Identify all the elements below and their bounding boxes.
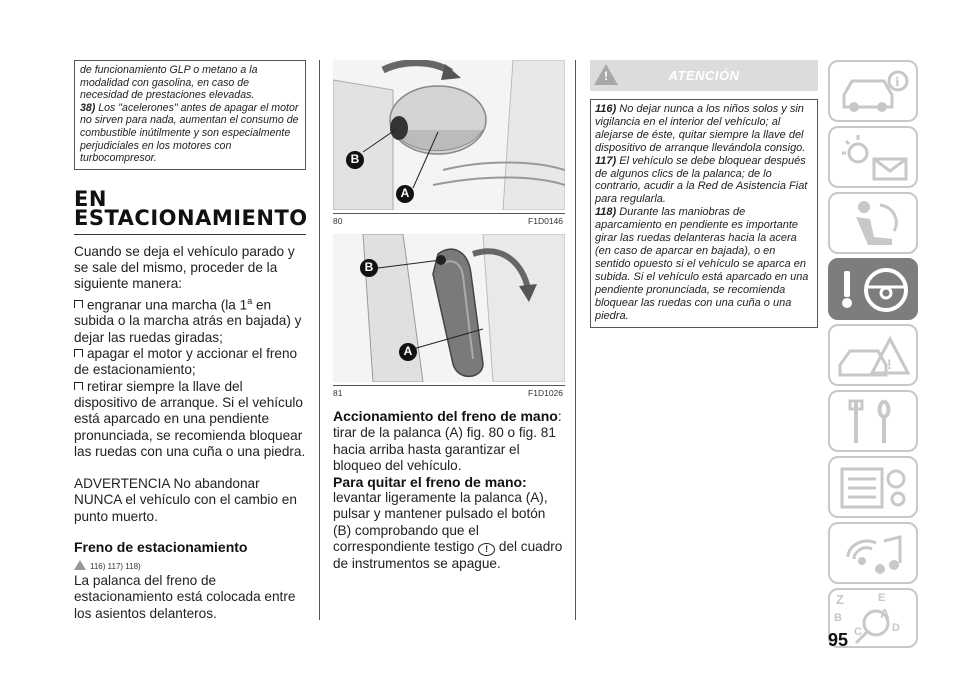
tab-multimedia[interactable] bbox=[828, 522, 918, 584]
index-letter: A bbox=[880, 606, 890, 621]
warning-triangle-icon bbox=[74, 560, 86, 570]
service-tools-icon bbox=[834, 395, 914, 449]
attention-note-117: 117) El vehículo se debe bloquear después de algunos clics de la palanca; de lo contrario, acudir a la Red de Asistencia Fiat para regularla. bbox=[595, 154, 808, 206]
attention-note-116: 116) No dejar nunca a los niños solos y sin vigilancia en el interior del vehículo; al alejarse de éste, quitar siempre la llave del dispositivo de arranque llevándola consigo. bbox=[595, 103, 806, 154]
bullet-icon bbox=[74, 382, 83, 390]
attention-note-118: 118) Durante las maniobras de aparcamiento en pendiente es importante girar las ruedas delanteras hacia la acera (en caso de aparcar en bajada), o en sentido opuesto si el vehículo se aparca en subida. Si el vehículo está aparcado en una pendiente pronunciada, se recomienda bloquear las ruedas con una cuña o una piedra. bbox=[595, 206, 809, 322]
attention-header bbox=[590, 60, 818, 91]
svg-text:!: ! bbox=[887, 356, 892, 372]
accident-warning-icon bbox=[834, 329, 914, 383]
tab-emergency[interactable] bbox=[828, 324, 918, 386]
figure-81 bbox=[333, 234, 565, 398]
accionamiento-paragraph: Accionamiento del freno de mano: tirar de la palanca (A) fig. 80 o fig. 81 hacia arriba hasta garantizar el bloqueo del vehículo. bbox=[333, 408, 562, 473]
note-intro: de funcionamiento GLP o metano a la modalidad con gasolina, en caso de necesidad de prestaciones elevadas. bbox=[80, 64, 258, 102]
note-38: 38) Los "acelerones" antes de apagar el motor no sirven para nada, aumentan el consumo de combustible inútilmente y son especialmente perjudiciales en los motores con turbocompresor. bbox=[80, 101, 299, 165]
tab-car-info[interactable] bbox=[828, 60, 918, 122]
figure-80 bbox=[333, 60, 565, 226]
brake-warning-light-icon: ! bbox=[478, 543, 495, 556]
index-letter: D bbox=[892, 622, 900, 634]
fig81-code: F1D1026 bbox=[528, 388, 563, 398]
index-letter: B bbox=[834, 612, 842, 624]
fig81-label-b: B bbox=[364, 260, 374, 274]
tab-warning-lights[interactable] bbox=[828, 126, 918, 188]
bullet-icon bbox=[74, 349, 83, 357]
multimedia-icon bbox=[834, 527, 914, 581]
tab-starting-driving[interactable] bbox=[828, 258, 918, 320]
brake-location-text: La palanca del freno de estacionamiento está colocada entre los asientos delanteros. bbox=[74, 573, 296, 621]
section-heading: EN ESTACIONAMIENTO bbox=[74, 186, 308, 230]
bullet-icon bbox=[74, 300, 83, 308]
index-letter: C bbox=[854, 626, 862, 638]
settings-list-icon bbox=[834, 461, 914, 515]
parking-instructions bbox=[74, 244, 306, 525]
bullet-item: apagar el motor y accionar el freno de estacionamiento; bbox=[74, 346, 298, 378]
column-divider-1 bbox=[319, 60, 320, 620]
seat-airbag-icon bbox=[834, 197, 914, 251]
fig80-number: 80 bbox=[333, 216, 343, 226]
quitar-heading: Para quitar el freno de mano: bbox=[333, 474, 527, 491]
fig80-label-b: B bbox=[350, 152, 360, 166]
column-right bbox=[590, 60, 818, 328]
tab-maintenance[interactable] bbox=[828, 390, 918, 452]
tab-safety[interactable] bbox=[828, 192, 918, 254]
parking-intro: Cuando se deja el vehículo parado y se sale del mismo, proceder de la siguiente manera: bbox=[74, 243, 295, 292]
advertencia-text: ADVERTENCIA No abandonar NUNCA el vehículo con el cambio en punto muerto. bbox=[74, 476, 297, 524]
tab-technical-data[interactable] bbox=[828, 456, 918, 518]
fig80-code: F1D0146 bbox=[528, 216, 563, 226]
note-box-38 bbox=[74, 60, 306, 170]
index-letter: Z bbox=[836, 592, 844, 607]
car-info-icon bbox=[834, 65, 914, 119]
column-middle bbox=[333, 60, 565, 572]
figure-81-caption bbox=[333, 386, 565, 398]
fig81-label-a: A bbox=[403, 344, 413, 358]
sub-heading-parking-brake: Freno de estacionamiento bbox=[74, 539, 248, 556]
page-number: 95 bbox=[828, 630, 849, 650]
bullet-item: retirar siempre la llave del dispositivo de arranque. Si el vehículo está aparcado en una pendiente pronunciada, se recomienda bloquear las ruedas con una cuña o una piedra. bbox=[74, 378, 306, 459]
column-divider-2 bbox=[575, 60, 576, 620]
key-steering-wheel-icon bbox=[834, 263, 914, 317]
handbrake-illustration-81 bbox=[333, 234, 565, 382]
fig81-number: 81 bbox=[333, 388, 343, 398]
warning-triangle-icon bbox=[594, 64, 618, 85]
warning-refs: 116) 117) 118) bbox=[74, 560, 306, 571]
bullet-item: engranar una marcha (la 1$^a$ en subida o la marcha atrás en bajada) y dejar las ruedas giradas; bbox=[74, 295, 302, 345]
fig80-label-a: A bbox=[400, 186, 410, 200]
attention-box bbox=[590, 99, 818, 328]
handbrake-instructions bbox=[333, 408, 565, 572]
attention-title: ATENCIÓN bbox=[668, 68, 740, 83]
index-letter: E bbox=[878, 592, 886, 604]
warning-light-envelope-icon bbox=[834, 131, 914, 185]
svg-text:i: i bbox=[895, 75, 900, 89]
column-left bbox=[74, 60, 306, 622]
heading-rule bbox=[74, 234, 306, 235]
quitar-paragraph: levantar ligeramente la palanca (A), pulsar y mantener pulsado el botón (B) comprobando que el correspondiente testigo ! del cuadro de instrumentos se apague. bbox=[333, 490, 563, 572]
handbrake-illustration-80 bbox=[333, 60, 565, 210]
figure-80-caption bbox=[333, 214, 565, 226]
